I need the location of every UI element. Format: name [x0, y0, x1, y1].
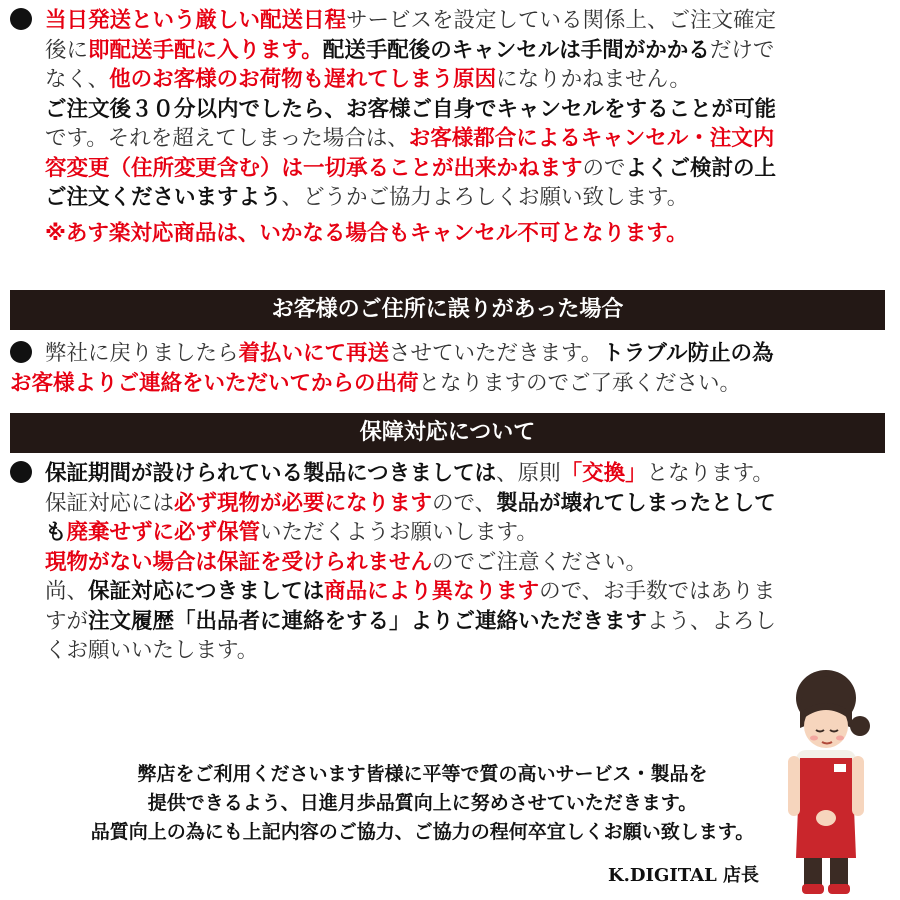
- emphasis-red-text: 他のお客様のお荷物も遅れてしまう原因: [109, 67, 497, 92]
- policy-line: [10, 548, 890, 578]
- policy-line: [10, 636, 890, 666]
- body-text: となります。: [646, 461, 774, 486]
- body-text: 、原則: [496, 461, 561, 486]
- policy-line: [10, 124, 890, 154]
- bowing-staff-illustration: [776, 668, 876, 900]
- emphasis-bold-text: トラブル防止の為: [602, 341, 774, 366]
- body-text: 弊社に戻りましたら: [45, 341, 239, 366]
- body-text: 保証対応には: [45, 490, 175, 516]
- policy-line: [10, 154, 890, 184]
- body-text: だけで: [709, 37, 775, 63]
- body-text: すが: [45, 608, 89, 634]
- emphasis-red-text: お客様よりご連絡をいただいてからの出荷: [10, 370, 419, 396]
- emphasis-bold-text: 保証対応につきましては: [88, 579, 325, 604]
- warranty-header: 保障対応について: [10, 413, 885, 453]
- address-error-header: お客様のご住所に誤りがあった場合: [10, 290, 885, 330]
- policy-line: [10, 183, 890, 213]
- body-text: ので: [582, 155, 626, 181]
- bullet-dot-icon: [10, 6, 45, 36]
- body-text: になりかねません。: [496, 67, 691, 92]
- emphasis-red-text: 当日発送という厳しい配送日程: [45, 8, 347, 33]
- body-text: サービスを設定している関係上、ご注文確定: [346, 8, 777, 33]
- closing-line: 品質向上の為にも上記内容のご協力、ご協力の程何卒宜しくお願い致します。: [90, 821, 755, 843]
- store-manager-signature: K.DIGITAL 店長: [608, 865, 760, 886]
- emphasis-red-text: 容変更（住所変更含む）は一切承ることが出来かねます: [45, 155, 583, 181]
- policy-line: [10, 518, 890, 548]
- policy-line: [10, 95, 890, 125]
- body-text: くお願いいたします。: [45, 638, 259, 663]
- body-text: です。それを超えてしまった場合は、: [45, 126, 409, 151]
- policy-line: [10, 339, 890, 369]
- emphasis-bold-text: ご注文後３０分以内でしたら、お客様ご自身でキャンセルをすることが可能: [45, 96, 777, 122]
- emphasis-red-text: 「交換」: [560, 461, 647, 486]
- body-text: ので、: [432, 490, 497, 516]
- emphasis-red-text: 必ず現物が必要になります: [174, 490, 433, 516]
- emphasis-red-text: 着払いにて再送: [238, 341, 390, 366]
- policy-line: [10, 6, 890, 36]
- emphasis-bold-text: 製品が壊れてしまったとして: [496, 490, 776, 516]
- closing-line: 弊店をご利用くださいます皆様に平等で質の高いサービス・製品を: [137, 763, 708, 785]
- body-text: のでご注意ください。: [432, 549, 648, 575]
- bullet-dot-icon: [10, 459, 45, 489]
- body-text: よう、よろし: [647, 608, 777, 634]
- bullet-dot-icon: [10, 339, 45, 369]
- emphasis-bold-text: ご注文くださいますよう: [45, 185, 282, 210]
- policy-line: [10, 577, 890, 607]
- body-text: 後に: [45, 37, 89, 63]
- warranty-policy: [10, 459, 890, 666]
- emphasis-red-text: 現物がない場合は保証を受けられません: [45, 549, 433, 575]
- policy-line: [10, 489, 890, 519]
- emphasis-bold-text: 配送手配後のキャンセルは手間がかかる: [322, 37, 710, 63]
- body-text: となりますのでご了承ください。: [418, 370, 742, 396]
- emphasis-red-text: 即配送手配に入ります。: [88, 37, 323, 63]
- policy-line: [10, 65, 890, 95]
- cancellation-policy: [10, 6, 890, 248]
- closing-line: 提供できるよう、日進月歩品質向上に努めさせていただきます。: [147, 792, 698, 814]
- closing-message: [0, 760, 845, 847]
- body-text: ので、お手数ではありま: [539, 579, 776, 604]
- emphasis-red-text: 商品により異なります: [324, 579, 540, 604]
- body-text: 尚、: [45, 579, 89, 604]
- policy-line: [10, 607, 890, 637]
- emphasis-bold-text: よくご検討の上: [625, 155, 777, 181]
- express-notice: ※あす楽対応商品は、いかなる場合もキャンセル不可となります。: [45, 220, 688, 246]
- emphasis-bold-text: 注文履歴「出品者に連絡をする」よりご連絡いただきます: [88, 608, 648, 634]
- emphasis-red-text: 廃棄せずに必ず保管: [66, 520, 261, 545]
- emphasis-bold-text: も: [45, 520, 67, 545]
- emphasis-red-text: お客様都合によるキャンセル・注文内: [408, 126, 775, 151]
- body-text: させていただきます。: [389, 341, 603, 366]
- address-error-policy: [10, 339, 890, 398]
- emphasis-bold-text: 保証期間が設けられている製品につきましては: [45, 461, 497, 486]
- body-text: なく、: [45, 67, 110, 92]
- policy-line: [10, 36, 890, 66]
- policy-line: [10, 369, 890, 399]
- body-text: いただくようお願いします。: [260, 520, 538, 545]
- body-text: 、どうかご協力よろしくお願い致します。: [281, 185, 689, 210]
- policy-line: [10, 459, 890, 489]
